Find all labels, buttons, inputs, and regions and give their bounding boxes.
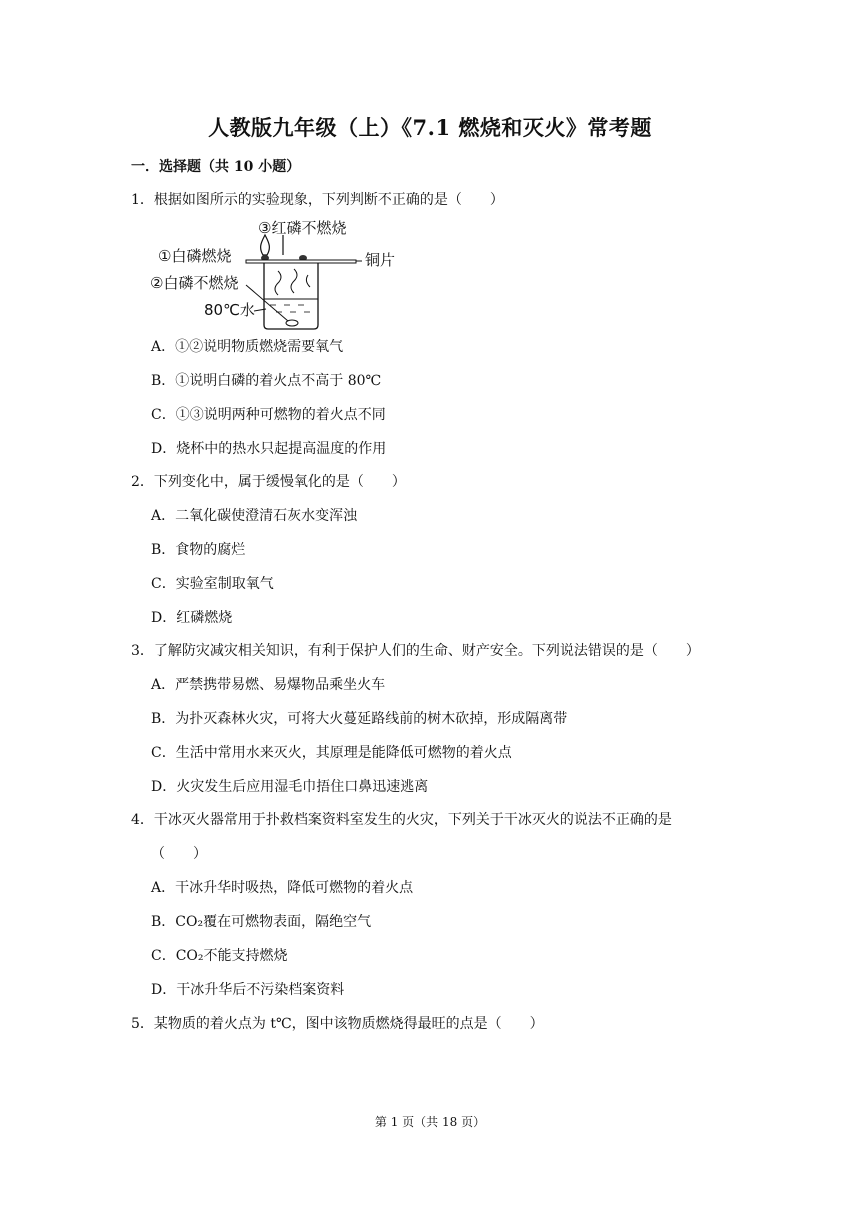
question-2-option-d: D．红磷燃烧	[151, 610, 233, 626]
question-1-stem: 1．根据如图所示的实验现象，下列判断不正确的是（ ）	[131, 192, 504, 208]
question-2-option-c: C．实验室制取氧气	[151, 576, 274, 592]
copper-plate	[246, 260, 356, 263]
question-4-stem-continued: （ ）	[151, 846, 207, 862]
question-1-option-d: D．烧杯中的热水只起提高温度的作用	[151, 441, 387, 457]
question-4-stem: 4．干冰灭火器常用于扑救档案资料室发生的火灾，下列关于干冰灭火的说法不正确的是	[131, 812, 672, 828]
page-footer: 第 1 页（共 18 页）	[374, 1115, 486, 1129]
experiment-diagram	[150, 213, 396, 333]
question-1-option-a: A．①②说明物质燃烧需要氧气	[151, 339, 344, 355]
label-white-phosphorus-burning: ①白磷燃烧	[158, 247, 232, 265]
question-3-option-b: B．为扑灭森林火灾，可将大火蔓延路线前的树木砍掉，形成隔离带	[151, 711, 568, 727]
flame-icon	[261, 235, 270, 255]
question-3-option-c: C．生活中常用水来灭火，其原理是能降低可燃物的着火点	[151, 745, 512, 761]
question-4-option-a: A．干冰升华时吸热，降低可燃物的着火点	[151, 880, 414, 896]
label-red-phosphorus: ③红磷不燃烧	[258, 219, 347, 237]
question-2-option-a: A．二氧化碳使澄清石灰水变浑浊	[151, 508, 358, 524]
question-3-option-d: D．火灾发生后应用湿毛巾捂住口鼻迅速逃离	[151, 779, 429, 795]
question-1-option-b: B．①说明白磷的着火点不高于 80℃	[151, 373, 382, 389]
section-heading: 一．选择题（共 10 小题）	[131, 159, 301, 175]
label-white-phosphorus-not-burning: ②白磷不燃烧	[150, 274, 239, 292]
question-2-stem: 2．下列变化中，属于缓慢氧化的是（ ）	[131, 474, 406, 490]
label-copper: 铜片	[365, 251, 396, 269]
label-hot-water: 80℃水	[204, 301, 255, 319]
beaker	[264, 263, 318, 329]
question-4-option-c: C．CO₂不能支持燃烧	[151, 948, 288, 964]
page-title: 人教版九年级（上）《7.1 燃烧和灭火》常考题	[208, 115, 652, 140]
question-3-option-a: A．严禁携带易燃、易爆物品乘坐火车	[151, 677, 386, 693]
question-3-stem: 3．了解防灾减灾相关知识，有利于保护人们的生命、财产安全。下列说法错误的是（ ）	[131, 643, 700, 659]
question-1-option-c: C．①③说明两种可燃物的着火点不同	[151, 407, 386, 423]
question-2-option-b: B．食物的腐烂	[151, 542, 246, 558]
question-4-option-d: D．干冰升华后不污染档案资料	[151, 982, 345, 998]
question-4-option-b: B．CO₂覆在可燃物表面，隔绝空气	[151, 914, 372, 930]
question-5-stem: 5．某物质的着火点为 t℃，图中该物质燃烧得最旺的点是（ ）	[131, 1016, 544, 1032]
